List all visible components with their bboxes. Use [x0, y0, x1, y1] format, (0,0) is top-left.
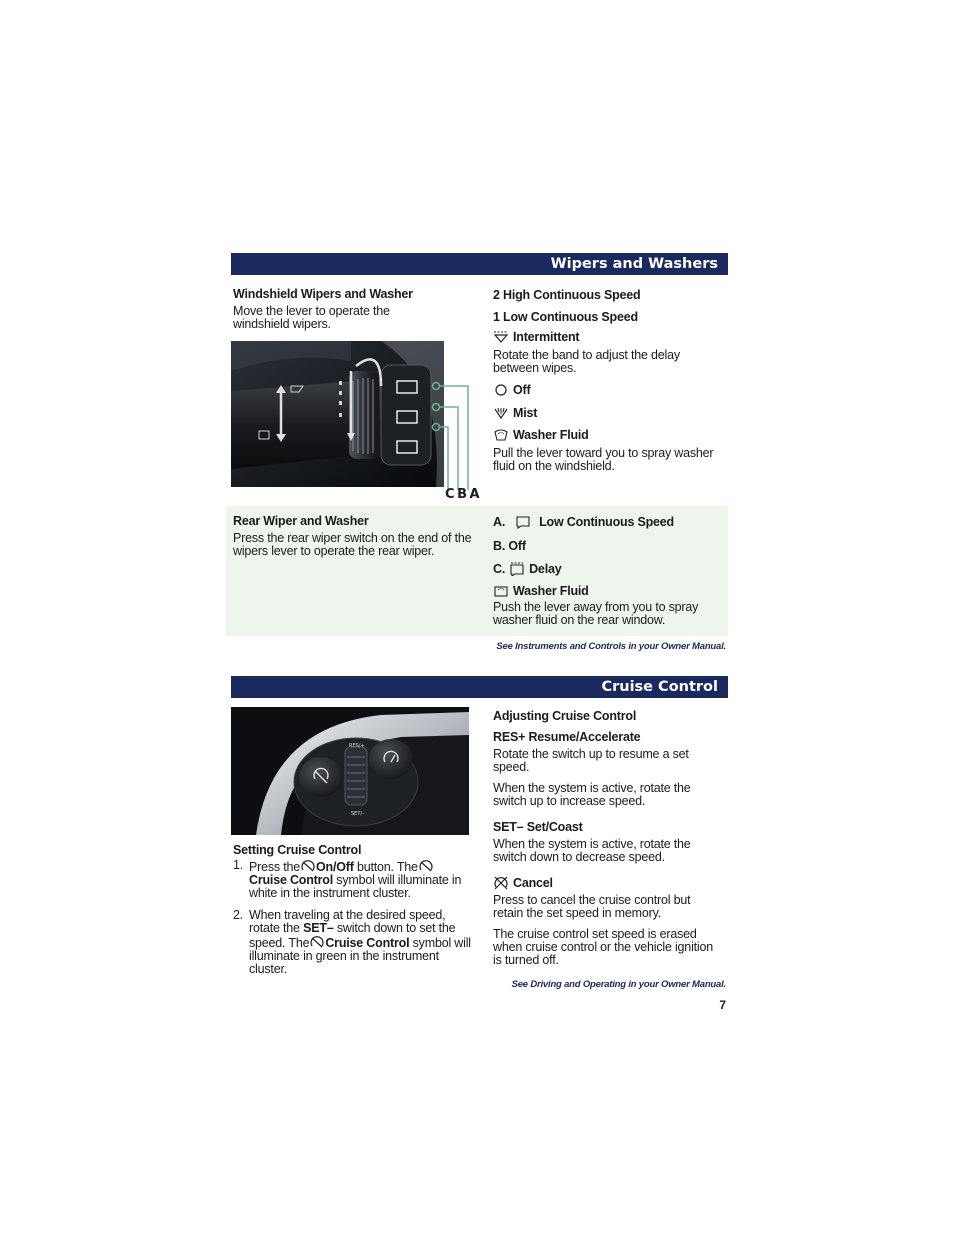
washer-label: Washer Fluid [513, 428, 589, 442]
rear-washer-fluid-icon [493, 584, 509, 598]
step-1-text-d: Cruise Control [249, 873, 334, 887]
off-row [493, 383, 530, 397]
step-2-number: 2. [233, 908, 244, 922]
step-1-text-c: button. The [356, 860, 418, 874]
washer-fluid-icon [493, 428, 509, 442]
setting-step-1 [233, 859, 473, 911]
photo-res-label: RES/+ [349, 743, 365, 749]
cruise-owner-manual-note: See Driving and Operating in your Owner Manual. [511, 979, 726, 990]
washer-row [493, 428, 589, 442]
rear-washer-row [493, 584, 589, 598]
intermittent-label: Intermittent [513, 330, 580, 344]
res-title: RES+ Resume/Accelerate [493, 730, 641, 744]
high-speed-label: 2 High Continuous Speed [493, 288, 641, 302]
rear-text: Press the rear wiper switch on the end of the wipers lever to operate the rear wiper. [233, 531, 472, 558]
washer-text: Pull the lever toward you to spray washer fluid on the windshield. [493, 446, 714, 473]
rear-wiper-delay-icon [509, 562, 525, 576]
setting-step-2 [233, 909, 473, 989]
mist-label: Mist [513, 406, 538, 420]
cancel-text-2: The cruise control set speed is erased when cruise control or the vehicle ignition is turned off. [493, 927, 713, 967]
low-speed-label: 1 Low Continuous Speed [493, 310, 638, 324]
set-title: SET– Set/Coast [493, 820, 583, 834]
wipers-banner: Wipers and Washers [231, 253, 728, 275]
set-text: When the system is active, rotate the switch down to decrease speed. [493, 837, 691, 864]
windshield-text: Move the lever to operate the windshield wipers. [233, 304, 390, 331]
cruise-onoff-icon [300, 859, 316, 873]
adjust-cruise-title: Adjusting Cruise Control [493, 709, 637, 723]
callout-letters: C B A [445, 487, 480, 502]
intermittent-row [493, 330, 579, 344]
cruise-control-symbol-icon [418, 859, 434, 873]
setting-cruise-title: Setting Cruise Control [233, 843, 362, 857]
windshield-title: Windshield Wipers and Washer [233, 287, 413, 301]
step-2-text-c: switch down to set the speed. The [249, 921, 456, 950]
rear-c-label: Delay [529, 562, 562, 576]
rear-a-prefix: A. [493, 515, 506, 529]
intermittent-text: Rotate the band to adjust the delay between wipes. [493, 348, 680, 375]
wiper-lever-illustration [231, 341, 444, 487]
step-1-text-b: On/Off [316, 860, 354, 874]
cruise-banner: Cruise Control [231, 676, 728, 698]
page-number: 7 [719, 998, 726, 1012]
off-label: Off [513, 383, 531, 397]
step-1-text-a: Press the [249, 860, 301, 874]
cancel-row [493, 876, 553, 890]
rear-c-row [493, 562, 561, 576]
res-text-1: Rotate the switch up to resume a set speed. [493, 747, 689, 774]
rear-a-label: Low Continuous Speed [539, 515, 674, 529]
rear-b-label: B. Off [493, 539, 526, 553]
cruise-cancel-icon [493, 876, 509, 890]
mist-row [493, 406, 537, 420]
cruise-control-symbol-icon-2 [309, 935, 325, 949]
rear-washer-text: Push the lever away from you to spray washer fluid on the rear window. [493, 600, 699, 627]
res-text-2: When the system is active, rotate the switch up to increase speed. [493, 781, 691, 808]
rear-title: Rear Wiper and Washer [233, 514, 369, 528]
cruise-switch-illustration [231, 707, 469, 835]
cancel-text-1: Press to cancel the cruise control but retain the set speed in memory. [493, 893, 691, 920]
wiper-lever-photo [231, 341, 444, 487]
wiper-mist-icon [493, 406, 509, 420]
step-2-text-e: symbol will illuminate in green in the instrument cluster. [249, 936, 471, 976]
cruise-switch-photo [231, 707, 469, 835]
rear-c-prefix: C. [493, 562, 506, 576]
rear-a-row [493, 515, 674, 529]
step-2-text-d: Cruise Control [325, 936, 410, 950]
photo-set-label: SET/– [351, 811, 365, 817]
rear-wiper-low-icon [515, 515, 531, 529]
wiper-intermittent-icon [493, 330, 509, 344]
rear-washer-label: Washer Fluid [513, 584, 589, 598]
step-1-text-e: symbol will illuminate in white in the instrument cluster. [249, 873, 462, 900]
step-2-text-a: When traveling at the desired speed, rotate the [249, 908, 446, 935]
step-1-number: 1. [233, 858, 244, 872]
wipers-owner-manual-note: See Instruments and Controls in your Owner Manual. [496, 641, 726, 652]
wiper-off-icon [493, 383, 509, 397]
cancel-label: Cancel [513, 876, 553, 890]
callout-lines [430, 370, 475, 495]
step-2-text-b: SET– [303, 921, 334, 935]
